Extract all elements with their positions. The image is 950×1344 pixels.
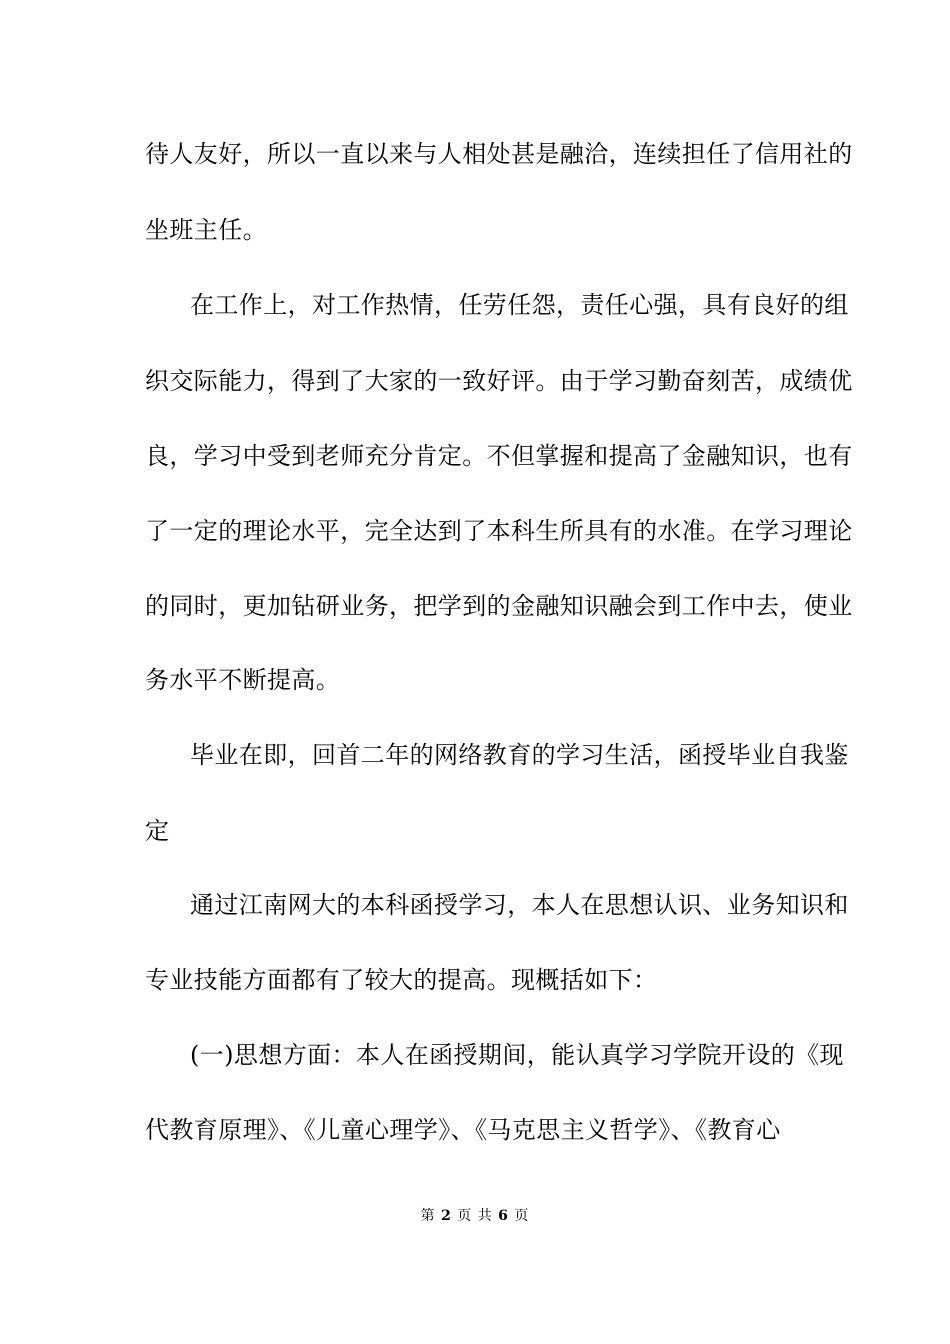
- page-footer: [0, 1206, 950, 1226]
- paragraph-first-line: (一)思想方面：本人在函授期间，能认真学习学院开设的《现: [190, 1041, 844, 1069]
- text-line: 待人友好，所以一直以来与人相处甚是融洽，连续担任了信用社的: [145, 140, 853, 168]
- text-line: 代教育原理》、《儿童心理学》、《马克思主义哲学》、《教育心: [145, 1116, 781, 1144]
- text-line: 的同时，更加钻研业务，把学到的金融知识融会到工作中去，使业: [145, 592, 853, 620]
- text-line: 专业技能方面都有了较大的提高。现概括如下：: [145, 966, 658, 994]
- text-line: 良，学习中受到老师充分肯定。不但掌握和提高了金融知识，也有: [145, 442, 853, 470]
- footer-prefix: 第: [420, 1208, 436, 1224]
- paragraph-first-line: 通过江南网大的本科函授学习，本人在思想认识、业务知识和: [190, 891, 849, 919]
- paragraph-first-line: 在工作上，对工作热情，任劳任怨，责任心强，具有良好的组: [190, 291, 849, 319]
- total-page-number: 6: [498, 1208, 509, 1224]
- text-line: 定: [145, 817, 170, 845]
- text-line: 织交际能力，得到了大家的一致好评。由于学习勤奋刻苦，成绩优: [145, 367, 853, 395]
- footer-middle: 页 共: [457, 1208, 493, 1224]
- text-line: 务水平不断提高。: [145, 666, 341, 694]
- text-line: 了一定的理论水平，完全达到了本科生所具有的水准。在学习理论: [145, 517, 853, 545]
- text-line: 坐班主任。: [145, 216, 267, 244]
- footer-suffix: 页: [514, 1208, 530, 1224]
- paragraph-first-line: 毕业在即，回首二年的网络教育的学习生活，函授毕业自我鉴: [190, 741, 849, 769]
- current-page-number: 2: [441, 1208, 452, 1224]
